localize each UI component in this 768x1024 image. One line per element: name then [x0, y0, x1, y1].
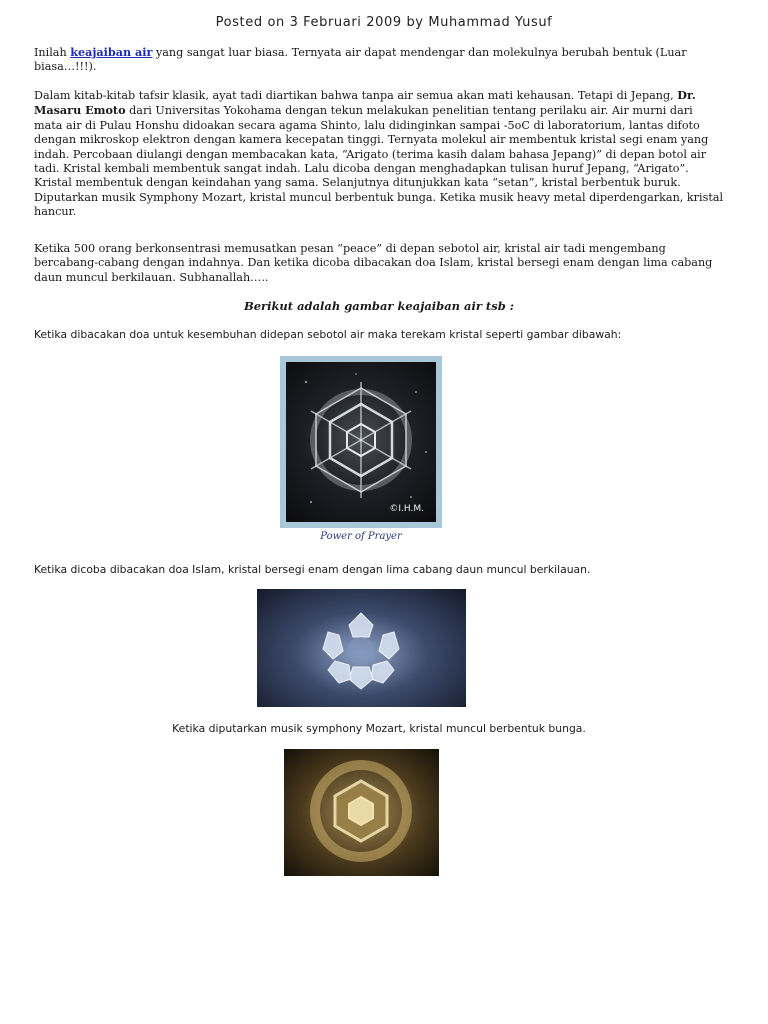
intro-rest: yang sangat luar biasa. Ternyata air dapat mendengar dan molekulnya berubah bentuk (Luar biasa…!!!). [34, 46, 687, 74]
photo3-caption-text: Ketika diputarkan musik symphony Mozart, kristal muncul berbentuk bunga. [172, 722, 586, 735]
photo1-caption-text: Ketika dibacakan doa untuk kesembuhan didepan sebotol air maka terekam kristal seperti gambar dibawah: [34, 328, 622, 341]
islamic-prayer-crystal-photo [257, 589, 466, 707]
dr-emoto-name: Dr. Masaru Emoto [34, 88, 696, 118]
prayer-crystal-photo [280, 356, 442, 528]
golden-crystal-graphic [284, 749, 439, 876]
intro-prefix: Inilah [34, 46, 71, 59]
gallery-subheading: Berikut adalah gambar keajaiban air tsb : [244, 299, 514, 313]
body-paragraph-peace: Ketika 500 orang berkonsentrasi memusatkan pesan “peace” di depan sebotol air, kristal air tadi mengembang bercabang-cabang dengan indahnya. Dan ketika dicoba dibacakan doa Islam, kristal bersegi enam dengan lima cabang daun muncul berkilauan. Subhanallah….. [34, 242, 713, 284]
para2-part2: dari Universitas Yokohama dengan tekun melakukan penelitian tentang perilaku air. Air murni dari mata air di Pulau Honshu didoakan secara agama Shinto, lalu didinginkan sampai -5oC di laboratorium, lantas difoto dengan mikroskop elektron dengan kamera kecepatan tinggi. Ternyata molekul air membentuk kristal segi enam yang indah. Percobaan diulangi dengan membacakan kata, “Arigato (terima kasih dalam bahasa Jepang)” di depan botol air tadi. Kristal kembali membentuk sangat indah. Lalu dicoba dengan menghadapkan tulisan huruf Jepang, “Arigato”. Kristal membentuk dengan keindahan yang sama. Selanjutnya ditunjukkan kata “setan”, kristal berbentuk buruk. Diputarkan musik Symphony Mozart, kristal muncul berbentuk bunga. Ketika musik heavy metal diperdengarkan, kristal hancur. [34, 104, 724, 219]
body-paragraph-emoto [34, 88, 724, 220]
para2-part1: Dalam kitab-kitab tafsir klasik, ayat tadi diartikan bahwa tanpa air semua akan mati kehausan. Tetapi di Jepang, [34, 89, 678, 102]
intro-paragraph [34, 45, 724, 75]
hexagonal-crystal-graphic [286, 362, 436, 522]
keajaiban-air-link[interactable]: keajaiban air [70, 45, 153, 59]
photo2-caption-text: Ketika dicoba dibacakan doa Islam, kristal bersegi enam dengan lima cabang daun muncul berkilauan. [34, 563, 591, 576]
mozart-crystal-photo [284, 749, 439, 876]
blue-crystal-graphic [257, 589, 466, 707]
prayer-crystal-image [286, 362, 436, 522]
photo-copyright: ©I.H.M. [389, 504, 424, 514]
power-of-prayer-caption: Power of Prayer [320, 531, 402, 542]
post-meta-header: Posted on 3 Februari 2009 by Muhammad Yusuf [215, 15, 553, 30]
